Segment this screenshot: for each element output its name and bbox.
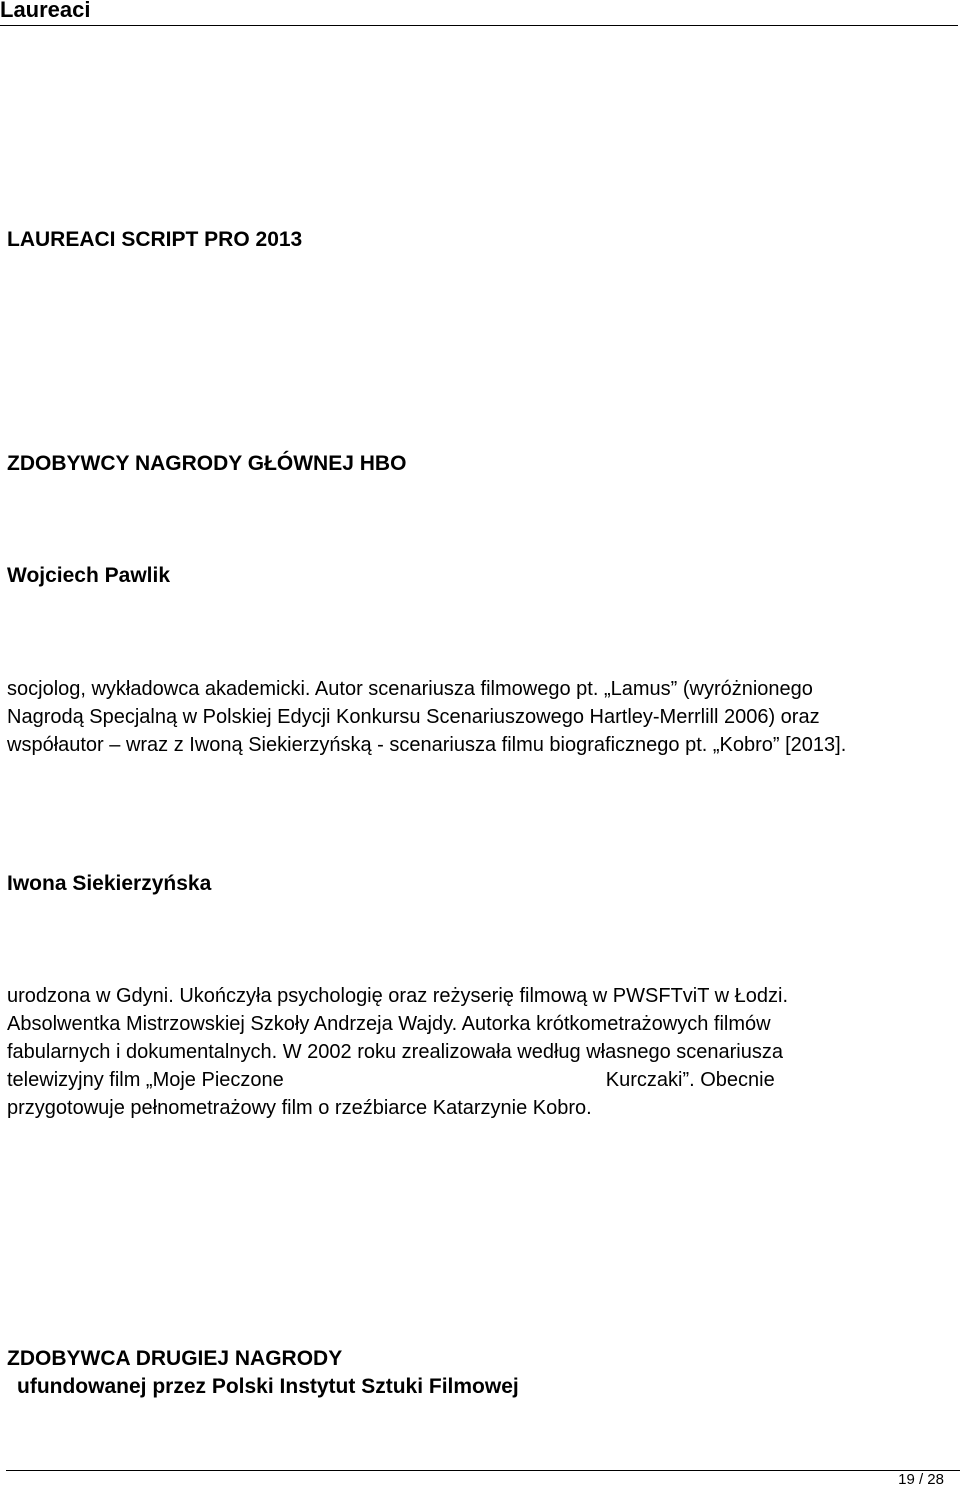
bio-line: współautor – wraz z Iwoną Siekierzyńską - scenariusza filmu biograficznego pt. „Kobro” [2013]. xyxy=(7,734,847,756)
laureate-bio-pawlik xyxy=(7,675,937,759)
second-award-heading: ZDOBYWCA DRUGIEJ NAGRODY xyxy=(7,1347,343,1370)
header-divider xyxy=(0,25,958,26)
year-heading: LAUREACI SCRIPT PRO 2013 xyxy=(7,228,303,251)
bio-line: fabularnych i dokumentalnych. W 2002 roku zrealizowała według własnego scenariusza xyxy=(7,1041,783,1063)
bio-line: przygotowuje pełnometrażowy film o rzeźbiarce Katarzynie Kobro. xyxy=(7,1097,592,1119)
bio-line: Absolwentka Mistrzowskiej Szkoły Andrzeja Wajdy. Autorka krótkometrażowych filmów xyxy=(7,1013,771,1035)
second-award-subheading: ufundowanej przez Polski Instytut Sztuki Filmowej xyxy=(17,1375,519,1398)
bio-line-end: Kurczaki”. Obecnie xyxy=(605,1069,775,1091)
document-title: Laureaci xyxy=(0,0,91,22)
laureate-bio-siekierzynska xyxy=(7,982,937,1122)
bio-line-start: telewizyjny film „Moje Pieczone xyxy=(7,1069,284,1091)
bio-line xyxy=(7,1066,937,1094)
bio-line: Nagrodą Specjalną w Polskiej Edycji Konkursu Scenariuszowego Hartley-Merrlill 2006) oraz xyxy=(7,706,820,728)
laureate-name-siekierzynska: Iwona Siekierzyńska xyxy=(7,872,212,895)
laureate-name-pawlik: Wojciech Pawlik xyxy=(7,564,171,587)
footer-divider xyxy=(6,1470,960,1471)
main-award-heading: ZDOBYWCY NAGRODY GŁÓWNEJ HBO xyxy=(7,452,407,475)
page-number: 19 / 28 xyxy=(898,1471,944,1488)
bio-line: socjolog, wykładowca akademicki. Autor scenariusza filmowego pt. „Lamus” (wyróżnionego xyxy=(7,678,813,700)
bio-line: urodzona w Gdyni. Ukończyła psychologię oraz reżyserię filmową w PWSFTviT w Łodzi. xyxy=(7,985,789,1007)
